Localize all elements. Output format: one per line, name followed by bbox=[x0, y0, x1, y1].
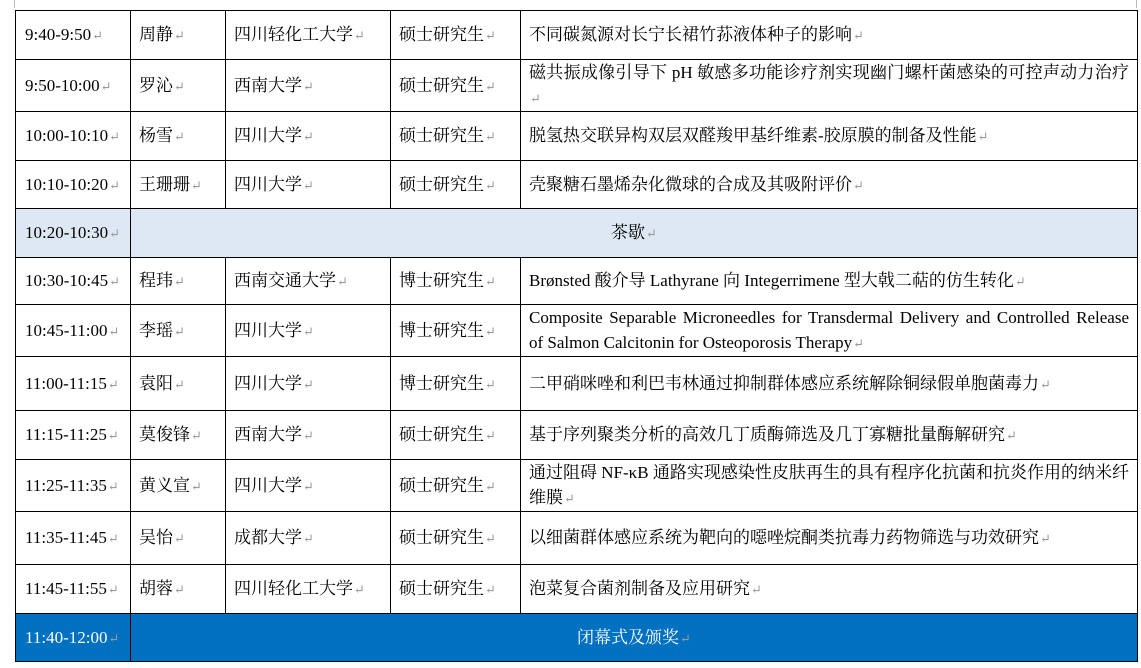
name-cell bbox=[131, 161, 226, 209]
title-cell bbox=[521, 411, 1138, 460]
time-cell bbox=[16, 614, 131, 662]
title-cell bbox=[521, 11, 1138, 60]
break-label-text: 茶歇 ↵ bbox=[611, 223, 657, 242]
degree-cell bbox=[391, 460, 521, 512]
affiliation-cell bbox=[226, 305, 391, 357]
title-cell-text: Brønsted 酸介导 Lathyrane 向 Integerrimene 型大戟二萜的仿生转化 ↵ bbox=[529, 271, 1026, 290]
table-row bbox=[16, 258, 1138, 305]
name-cell-text: 杨雪 ↵ bbox=[139, 126, 185, 145]
time-cell-text: 10:10-10:20 ↵ bbox=[25, 175, 120, 194]
affiliation-cell bbox=[226, 60, 391, 112]
time-cell-text: 10:20-10:30 ↵ bbox=[25, 223, 120, 242]
name-cell bbox=[131, 112, 226, 161]
table-row bbox=[16, 161, 1138, 209]
affiliation-cell-text: 西南大学 ↵ bbox=[234, 425, 314, 444]
degree-cell bbox=[391, 565, 521, 614]
name-cell-text: 罗沁 ↵ bbox=[139, 76, 185, 95]
time-cell-text: 11:15-11:25 ↵ bbox=[25, 425, 119, 444]
time-cell-text: 11:45-11:55 ↵ bbox=[25, 579, 119, 598]
table-row bbox=[16, 357, 1138, 411]
time-cell bbox=[16, 60, 131, 112]
degree-cell bbox=[391, 11, 521, 60]
degree-cell bbox=[391, 411, 521, 460]
closing-row bbox=[16, 614, 1138, 662]
time-cell bbox=[16, 258, 131, 305]
break-row bbox=[16, 209, 1138, 258]
name-cell bbox=[131, 411, 226, 460]
degree-cell-text: 硕士研究生 ↵ bbox=[399, 579, 496, 598]
title-cell-text: 壳聚糖石墨烯杂化微球的合成及其吸附评价 ↵ bbox=[529, 175, 864, 194]
affiliation-cell-text: 四川大学 ↵ bbox=[234, 374, 314, 393]
break-label bbox=[131, 209, 1138, 258]
degree-cell bbox=[391, 112, 521, 161]
title-cell bbox=[521, 60, 1138, 112]
title-cell bbox=[521, 357, 1138, 411]
affiliation-cell bbox=[226, 460, 391, 512]
closing-label-text: 闭幕式及颁奖 ↵ bbox=[577, 628, 691, 647]
name-cell bbox=[131, 460, 226, 512]
title-cell-text: Composite Separable Microneedles for Transdermal Delivery and Controlled Release of Salmon Calcitonin for Osteoporosis Therapy ↵ bbox=[529, 308, 1129, 352]
name-cell-text: 程玮 ↵ bbox=[139, 271, 185, 290]
degree-cell-text: 硕士研究生 ↵ bbox=[399, 528, 496, 547]
time-cell bbox=[16, 565, 131, 614]
table-row bbox=[16, 565, 1138, 614]
name-cell-text: 袁阳 ↵ bbox=[139, 374, 185, 393]
name-cell bbox=[131, 512, 226, 565]
time-cell-text: 9:40-9:50 ↵ bbox=[25, 25, 103, 44]
time-cell-text: 10:45-11:00 ↵ bbox=[25, 321, 119, 340]
affiliation-cell-text: 成都大学 ↵ bbox=[234, 528, 314, 547]
affiliation-cell bbox=[226, 512, 391, 565]
degree-cell-text: 硕士研究生 ↵ bbox=[399, 476, 496, 495]
time-cell bbox=[16, 357, 131, 411]
degree-cell-text: 博士研究生 ↵ bbox=[399, 271, 496, 290]
affiliation-cell-text: 西南大学 ↵ bbox=[234, 76, 314, 95]
degree-cell-text: 硕士研究生 ↵ bbox=[399, 25, 496, 44]
table-row bbox=[16, 512, 1138, 565]
time-cell bbox=[16, 411, 131, 460]
degree-cell bbox=[391, 512, 521, 565]
name-cell bbox=[131, 60, 226, 112]
degree-cell-text: 硕士研究生 ↵ bbox=[399, 175, 496, 194]
time-cell bbox=[16, 161, 131, 209]
name-cell bbox=[131, 11, 226, 60]
degree-cell-text: 博士研究生 ↵ bbox=[399, 321, 496, 340]
title-cell-text: 通过阻碍 NF-κB 通路实现感染性皮肤再生的具有程序化抗菌和抗炎作用的纳米纤维膜 ↵ bbox=[529, 463, 1129, 507]
affiliation-cell-text: 四川大学 ↵ bbox=[234, 476, 314, 495]
degree-cell bbox=[391, 305, 521, 357]
degree-cell-text: 硕士研究生 ↵ bbox=[399, 76, 496, 95]
affiliation-cell-text: 四川轻化工大学 ↵ bbox=[234, 25, 365, 44]
name-cell-text: 李瑶 ↵ bbox=[139, 321, 185, 340]
affiliation-cell-text: 四川大学 ↵ bbox=[234, 175, 314, 194]
name-cell-text: 莫俊锋 ↵ bbox=[139, 425, 202, 444]
time-cell bbox=[16, 209, 131, 258]
affiliation-cell bbox=[226, 411, 391, 460]
time-cell bbox=[16, 305, 131, 357]
time-cell-text: 11:40-12:00 ↵ bbox=[25, 628, 119, 647]
closing-label bbox=[131, 614, 1138, 662]
degree-cell-text: 硕士研究生 ↵ bbox=[399, 425, 496, 444]
name-cell bbox=[131, 565, 226, 614]
name-cell-text: 黄义宣 ↵ bbox=[139, 476, 202, 495]
affiliation-cell-text: 四川大学 ↵ bbox=[234, 321, 314, 340]
affiliation-cell bbox=[226, 161, 391, 209]
title-cell-text: 基于序列聚类分析的高效几丁质酶筛选及几丁寡糖批量酶解研究 ↵ bbox=[529, 425, 1017, 444]
title-cell bbox=[521, 161, 1138, 209]
degree-cell bbox=[391, 357, 521, 411]
affiliation-cell bbox=[226, 11, 391, 60]
affiliation-cell-text: 四川大学 ↵ bbox=[234, 126, 314, 145]
time-cell bbox=[16, 11, 131, 60]
degree-cell-text: 硕士研究生 ↵ bbox=[399, 126, 496, 145]
affiliation-cell-text: 四川轻化工大学 ↵ bbox=[234, 579, 365, 598]
title-cell-text: 以细菌群体感应系统为靶向的噁唑烷酮类抗毒力药物筛选与功效研究 ↵ bbox=[529, 528, 1051, 547]
title-cell-text: 磁共振成像引导下 pH 敏感多功能诊疗剂实现幽门螺杆菌感染的可控声动力治疗 ↵ bbox=[529, 63, 1129, 107]
name-cell bbox=[131, 357, 226, 411]
time-cell-text: 10:00-10:10 ↵ bbox=[25, 126, 120, 145]
name-cell-text: 周静 ↵ bbox=[139, 25, 185, 44]
time-cell bbox=[16, 112, 131, 161]
schedule-table bbox=[15, 10, 1138, 662]
title-cell-text: 二甲硝咪唑和利巴韦林通过抑制群体感应系统解除铜绿假单胞菌毒力 ↵ bbox=[529, 374, 1051, 393]
time-cell-text: 10:30-10:45 ↵ bbox=[25, 271, 120, 290]
title-cell bbox=[521, 565, 1138, 614]
degree-cell bbox=[391, 161, 521, 209]
title-cell bbox=[521, 460, 1138, 512]
affiliation-cell bbox=[226, 357, 391, 411]
degree-cell bbox=[391, 60, 521, 112]
title-cell-text: 不同碳氮源对长宁长裙竹荪液体种子的影响 ↵ bbox=[529, 25, 864, 44]
time-cell-text: 11:35-11:45 ↵ bbox=[25, 528, 119, 547]
name-cell-text: 胡蓉 ↵ bbox=[139, 579, 185, 598]
name-cell bbox=[131, 258, 226, 305]
affiliation-cell bbox=[226, 258, 391, 305]
title-cell bbox=[521, 112, 1138, 161]
name-cell-text: 王珊珊 ↵ bbox=[139, 175, 202, 194]
name-cell-text: 吴怡 ↵ bbox=[139, 528, 185, 547]
table-row bbox=[16, 112, 1138, 161]
title-cell bbox=[521, 258, 1138, 305]
title-cell bbox=[521, 305, 1138, 357]
degree-cell-text: 博士研究生 ↵ bbox=[399, 374, 496, 393]
table-row bbox=[16, 60, 1138, 112]
time-cell-text: 11:25-11:35 ↵ bbox=[25, 476, 119, 495]
affiliation-cell bbox=[226, 112, 391, 161]
table-row bbox=[16, 11, 1138, 60]
title-cell-text: 泡菜复合菌剂制备及应用研究 ↵ bbox=[529, 579, 762, 598]
name-cell bbox=[131, 305, 226, 357]
affiliation-cell-text: 西南交通大学 ↵ bbox=[234, 271, 348, 290]
time-cell bbox=[16, 512, 131, 565]
time-cell-text: 9:50-10:00 ↵ bbox=[25, 76, 112, 95]
affiliation-cell bbox=[226, 565, 391, 614]
time-cell bbox=[16, 460, 131, 512]
title-cell-text: 脱氢热交联异构双层双醛羧甲基纤维素-胶原膜的制备及性能 ↵ bbox=[529, 126, 989, 145]
table-row bbox=[16, 305, 1138, 357]
degree-cell bbox=[391, 258, 521, 305]
table-row bbox=[16, 411, 1138, 460]
page-top-margin bbox=[0, 0, 1141, 8]
time-cell-text: 11:00-11:15 ↵ bbox=[25, 374, 119, 393]
title-cell bbox=[521, 512, 1138, 565]
table-row bbox=[16, 460, 1138, 512]
